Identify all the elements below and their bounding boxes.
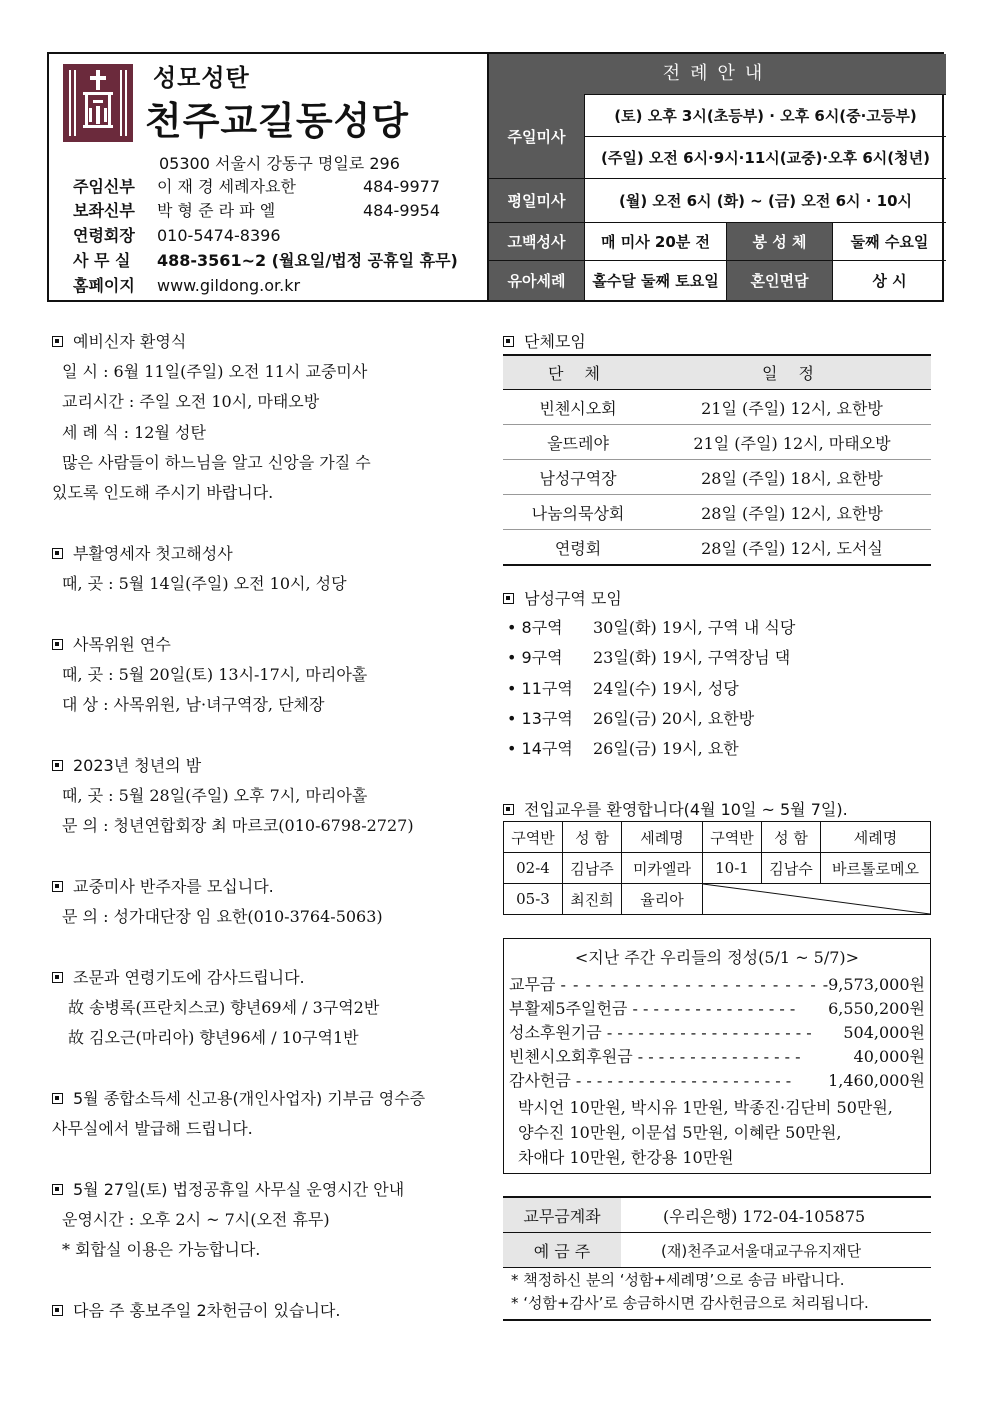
section-condolence: 조문과 연령기도에 감사드립니다. — [52, 965, 305, 988]
group-schedule: 21일 (주일) 12시, 요한방 — [653, 390, 931, 425]
account-number: (우리은행) 172-04-105875 — [621, 1197, 931, 1233]
catechumen-line: 세 례 식 : 12월 성탄 — [62, 423, 206, 442]
account-holder: (재)천주교서울대교구유지재단 — [621, 1233, 931, 1268]
catechumen-line: 교리시간 : 주일 오전 10시, 마태오방 — [62, 392, 320, 411]
offering-item: 빈첸시오회후원금 - - - - - - - - - - - - - - - - 40,000원 — [509, 1047, 925, 1066]
marriage-value: 상 시 — [832, 261, 946, 300]
section-organist: 교중미사 반주자를 모십니다. — [52, 874, 274, 897]
name-cell: 김남수 — [762, 853, 821, 884]
table-header: 단 체 — [503, 355, 653, 390]
table-row — [504, 853, 931, 884]
donor-line: 박시언 10만원, 박시유 1만원, 박종진·김단비 50만원, — [518, 1098, 893, 1117]
account-label: 교무금계좌 — [503, 1197, 621, 1233]
section-first-confession: 부활영세자 첫고해성사 — [52, 541, 233, 564]
table-header-row — [503, 355, 931, 390]
tax-line: 사무실에서 발급해 드립니다. — [52, 1119, 253, 1138]
group-name: 나눔의묵상회 — [503, 495, 653, 530]
group-schedule: 28일 (주일) 18시, 요한방 — [653, 460, 931, 495]
sunday-mass-1: (토) 오후 3시(초등부) · 오후 6시(중·고등부) — [584, 94, 946, 137]
church-name: 천주교길동성당 — [145, 99, 409, 143]
group-schedule: 28일 (주일) 12시, 요한방 — [653, 495, 931, 530]
youth-line: 문 의 : 청년연합회장 최 마르코(010-6798-2727) — [62, 816, 414, 835]
weekday-mass-label: 평일미사 — [489, 179, 584, 222]
anointing-value: 둘째 수요일 — [832, 223, 946, 260]
table-header: 구역반 — [504, 822, 563, 853]
table-row — [503, 1197, 931, 1233]
district-row: • 13구역 26일(금) 20시, 요한방 — [507, 709, 755, 728]
info-label: 연령회장 — [73, 226, 135, 245]
catechumen-line: 있도록 인도해 주시기 바랍니다. — [52, 483, 274, 502]
info-office — [73, 249, 458, 273]
table-row — [503, 1233, 931, 1268]
section-newcomers: 전입교우를 환영합니다(4월 10일 ~ 5월 7일). — [503, 797, 848, 820]
section-tax-receipt: 5월 종합소득세 신고용(개인사업자) 기부금 영수증 — [52, 1086, 425, 1109]
baptism-name-cell: 바르톨로메오 — [821, 853, 931, 884]
table-row — [504, 884, 931, 915]
group-name: 남성구역장 — [503, 460, 653, 495]
account-label: 예 금 주 — [503, 1233, 621, 1268]
district-row: • 9구역 23일(화) 19시, 구역장님 댁 — [507, 648, 791, 667]
district-row: • 8구역 30일(화) 19시, 구역 내 식당 — [507, 618, 796, 637]
church-info — [49, 54, 487, 300]
info-label: 보좌신부 — [73, 201, 135, 220]
divider — [503, 1319, 931, 1321]
table-header: 성 함 — [762, 822, 821, 853]
offering-title: <지난 주간 우리들의 정성(5/1 ~ 5/7)> — [574, 948, 860, 967]
info-pastor — [73, 175, 441, 199]
training-line: 때, 곳 : 5월 20일(토) 13시-17시, 마리아홀 — [62, 665, 368, 684]
table-header: 일 정 — [653, 355, 931, 390]
offering-item: 부활제5주일헌금 - - - - - - - - - - - - - - - - 6,550,200원 — [509, 999, 925, 1018]
name-cell: 김남주 — [563, 853, 622, 884]
training-line: 대 상 : 사목위원, 남·녀구역장, 단체장 — [62, 695, 325, 714]
info-value: 488-3561~2 (월요일/법정 공휴일 휴무) — [157, 251, 458, 270]
info-council — [73, 224, 281, 248]
empty-cell — [703, 884, 931, 915]
info-tel: 484-9977 — [363, 177, 441, 196]
table-row — [503, 390, 931, 425]
donor-line: 차애다 10만원, 한강용 10만원 — [518, 1148, 734, 1167]
baptism-row — [489, 261, 946, 300]
catechumen-line: 일 시 : 6월 11일(주일) 오전 11시 교중미사 — [62, 362, 368, 381]
section-next-week: 다음 주 홍보주일 2차헌금이 있습니다. — [52, 1298, 340, 1321]
table-row — [503, 530, 931, 566]
church-logo-icon — [63, 64, 133, 142]
table-header: 세례명 — [622, 822, 703, 853]
church-address: 05300 서울시 강동구 명일로 296 — [159, 154, 400, 173]
offering-item: 성소후원기금 - - - - - - - - - - - - - - - - - - - - 504,000원 — [509, 1023, 925, 1042]
info-label: 주임신부 — [73, 177, 135, 196]
account-note: * 책정하신 분의 ‘성함+세례명’으로 송금 바랍니다. — [511, 1271, 845, 1289]
account-table — [503, 1196, 931, 1268]
donor-line: 양수진 10만원, 이문섭 5만원, 이혜란 50만원, — [518, 1123, 842, 1142]
table-header: 구역반 — [703, 822, 762, 853]
district-row: • 14구역 26일(금) 19시, 요한 — [507, 739, 739, 758]
diagonal-line — [703, 884, 930, 914]
offering-item: 감사헌금 - - - - - - - - - - - - - - - - - - - - - 1,460,000원 — [509, 1071, 925, 1090]
group-name: 울뜨레야 — [503, 425, 653, 460]
group-name: 연령회 — [503, 530, 653, 566]
sunday-mass-2: (주일) 오전 6시·9시·11시(교중)·오후 6시(청년) — [584, 136, 946, 178]
offering-item: 교무금 - - - - - - - - - - - - - - - - - - - - - - 9,573,000원 — [509, 975, 925, 994]
group-name: 빈첸시오회 — [503, 390, 653, 425]
section-holiday-hours: 5월 27일(토) 법정공휴일 사무실 운영시간 안내 — [52, 1177, 404, 1200]
section-youth-night: 2023년 청년의 밤 — [52, 753, 201, 776]
marriage-label: 혼인면담 — [726, 261, 832, 300]
anointing-label: 봉 성 체 — [726, 223, 832, 260]
homepage-link[interactable]: www.gildong.or.kr — [157, 276, 301, 295]
table-header-row — [504, 822, 931, 853]
table-row — [503, 495, 931, 530]
holiday-line: * 회합실 이용은 가능합니다. — [62, 1240, 261, 1259]
organist-line: 문 의 : 성가대단장 임 요한(010-3764-5063) — [62, 907, 383, 926]
info-value: 박 형 준 라 파 엘 — [157, 201, 276, 220]
info-label: 홈페이지 — [73, 276, 135, 295]
sunday-mass-label: 주일미사 — [489, 94, 584, 178]
section-catechumen: 예비신자 환영식 — [52, 329, 186, 352]
schedule-title: 전례안내 — [489, 54, 946, 95]
baptism-value: 홀수달 둘째 토요일 — [584, 261, 726, 300]
youth-line: 때, 곳 : 5월 28일(주일) 오후 7시, 마리아홀 — [62, 786, 368, 805]
liturgy-schedule — [487, 54, 946, 300]
groups-table — [503, 354, 931, 566]
info-label: 사 무 실 — [73, 251, 131, 270]
table-row — [503, 425, 931, 460]
newcomers-table — [503, 821, 931, 915]
info-value: 010-5474-8396 — [157, 226, 281, 245]
group-schedule: 28일 (주일) 12시, 도서실 — [653, 530, 931, 566]
offering-summary — [503, 938, 931, 1174]
confession-label: 고백성사 — [489, 223, 584, 260]
condolence-line: 故 송병록(프란치스코) 향년69세 / 3구역2반 — [68, 998, 380, 1017]
account-note: * ‘성함+감사’로 송금하시면 감사헌금으로 처리됩니다. — [511, 1294, 869, 1312]
catechumen-line: 많은 사람들이 하느님을 알고 신앙을 가질 수 — [62, 453, 371, 472]
info-homepage — [73, 274, 300, 298]
holiday-line: 운영시간 : 오후 2시 ~ 7시(오전 휴무) — [62, 1210, 330, 1229]
confession-row — [489, 223, 946, 261]
confession-value: 매 미사 20분 전 — [584, 223, 726, 260]
group-schedule: 21일 (주일) 12시, 마태오방 — [653, 425, 931, 460]
section-groups: 단체모임 — [503, 329, 586, 352]
bulletin-header — [47, 52, 944, 302]
section-training: 사목위원 연수 — [52, 632, 171, 655]
sunday-mass-row — [489, 94, 946, 179]
confession-line: 때, 곳 : 5월 14일(주일) 오전 10시, 성당 — [62, 574, 347, 593]
weekday-mass: (월) 오전 6시 (화) ~ (금) 오전 6시 · 10시 — [584, 179, 946, 222]
district-cell: 05-3 — [504, 884, 563, 915]
baptism-name-cell: 미카엘라 — [622, 853, 703, 884]
baptism-label: 유아세례 — [489, 261, 584, 300]
info-value: 이 재 경 세례자요한 — [157, 177, 296, 196]
section-district: 남성구역 모임 — [503, 586, 622, 609]
table-header: 세례명 — [821, 822, 931, 853]
table-row — [503, 460, 931, 495]
church-subtitle: 성모성탄 — [153, 64, 250, 92]
info-tel: 484-9954 — [363, 201, 441, 220]
condolence-line: 故 김오근(마리아) 향년96세 / 10구역1반 — [68, 1028, 359, 1047]
weekday-mass-row — [489, 179, 946, 223]
baptism-name-cell: 율리아 — [622, 884, 703, 915]
info-assistant — [73, 199, 441, 223]
name-cell: 최진희 — [563, 884, 622, 915]
district-cell: 10-1 — [703, 853, 762, 884]
district-row: • 11구역 24일(수) 19시, 성당 — [507, 679, 739, 698]
table-header: 성 함 — [563, 822, 622, 853]
district-cell: 02-4 — [504, 853, 563, 884]
